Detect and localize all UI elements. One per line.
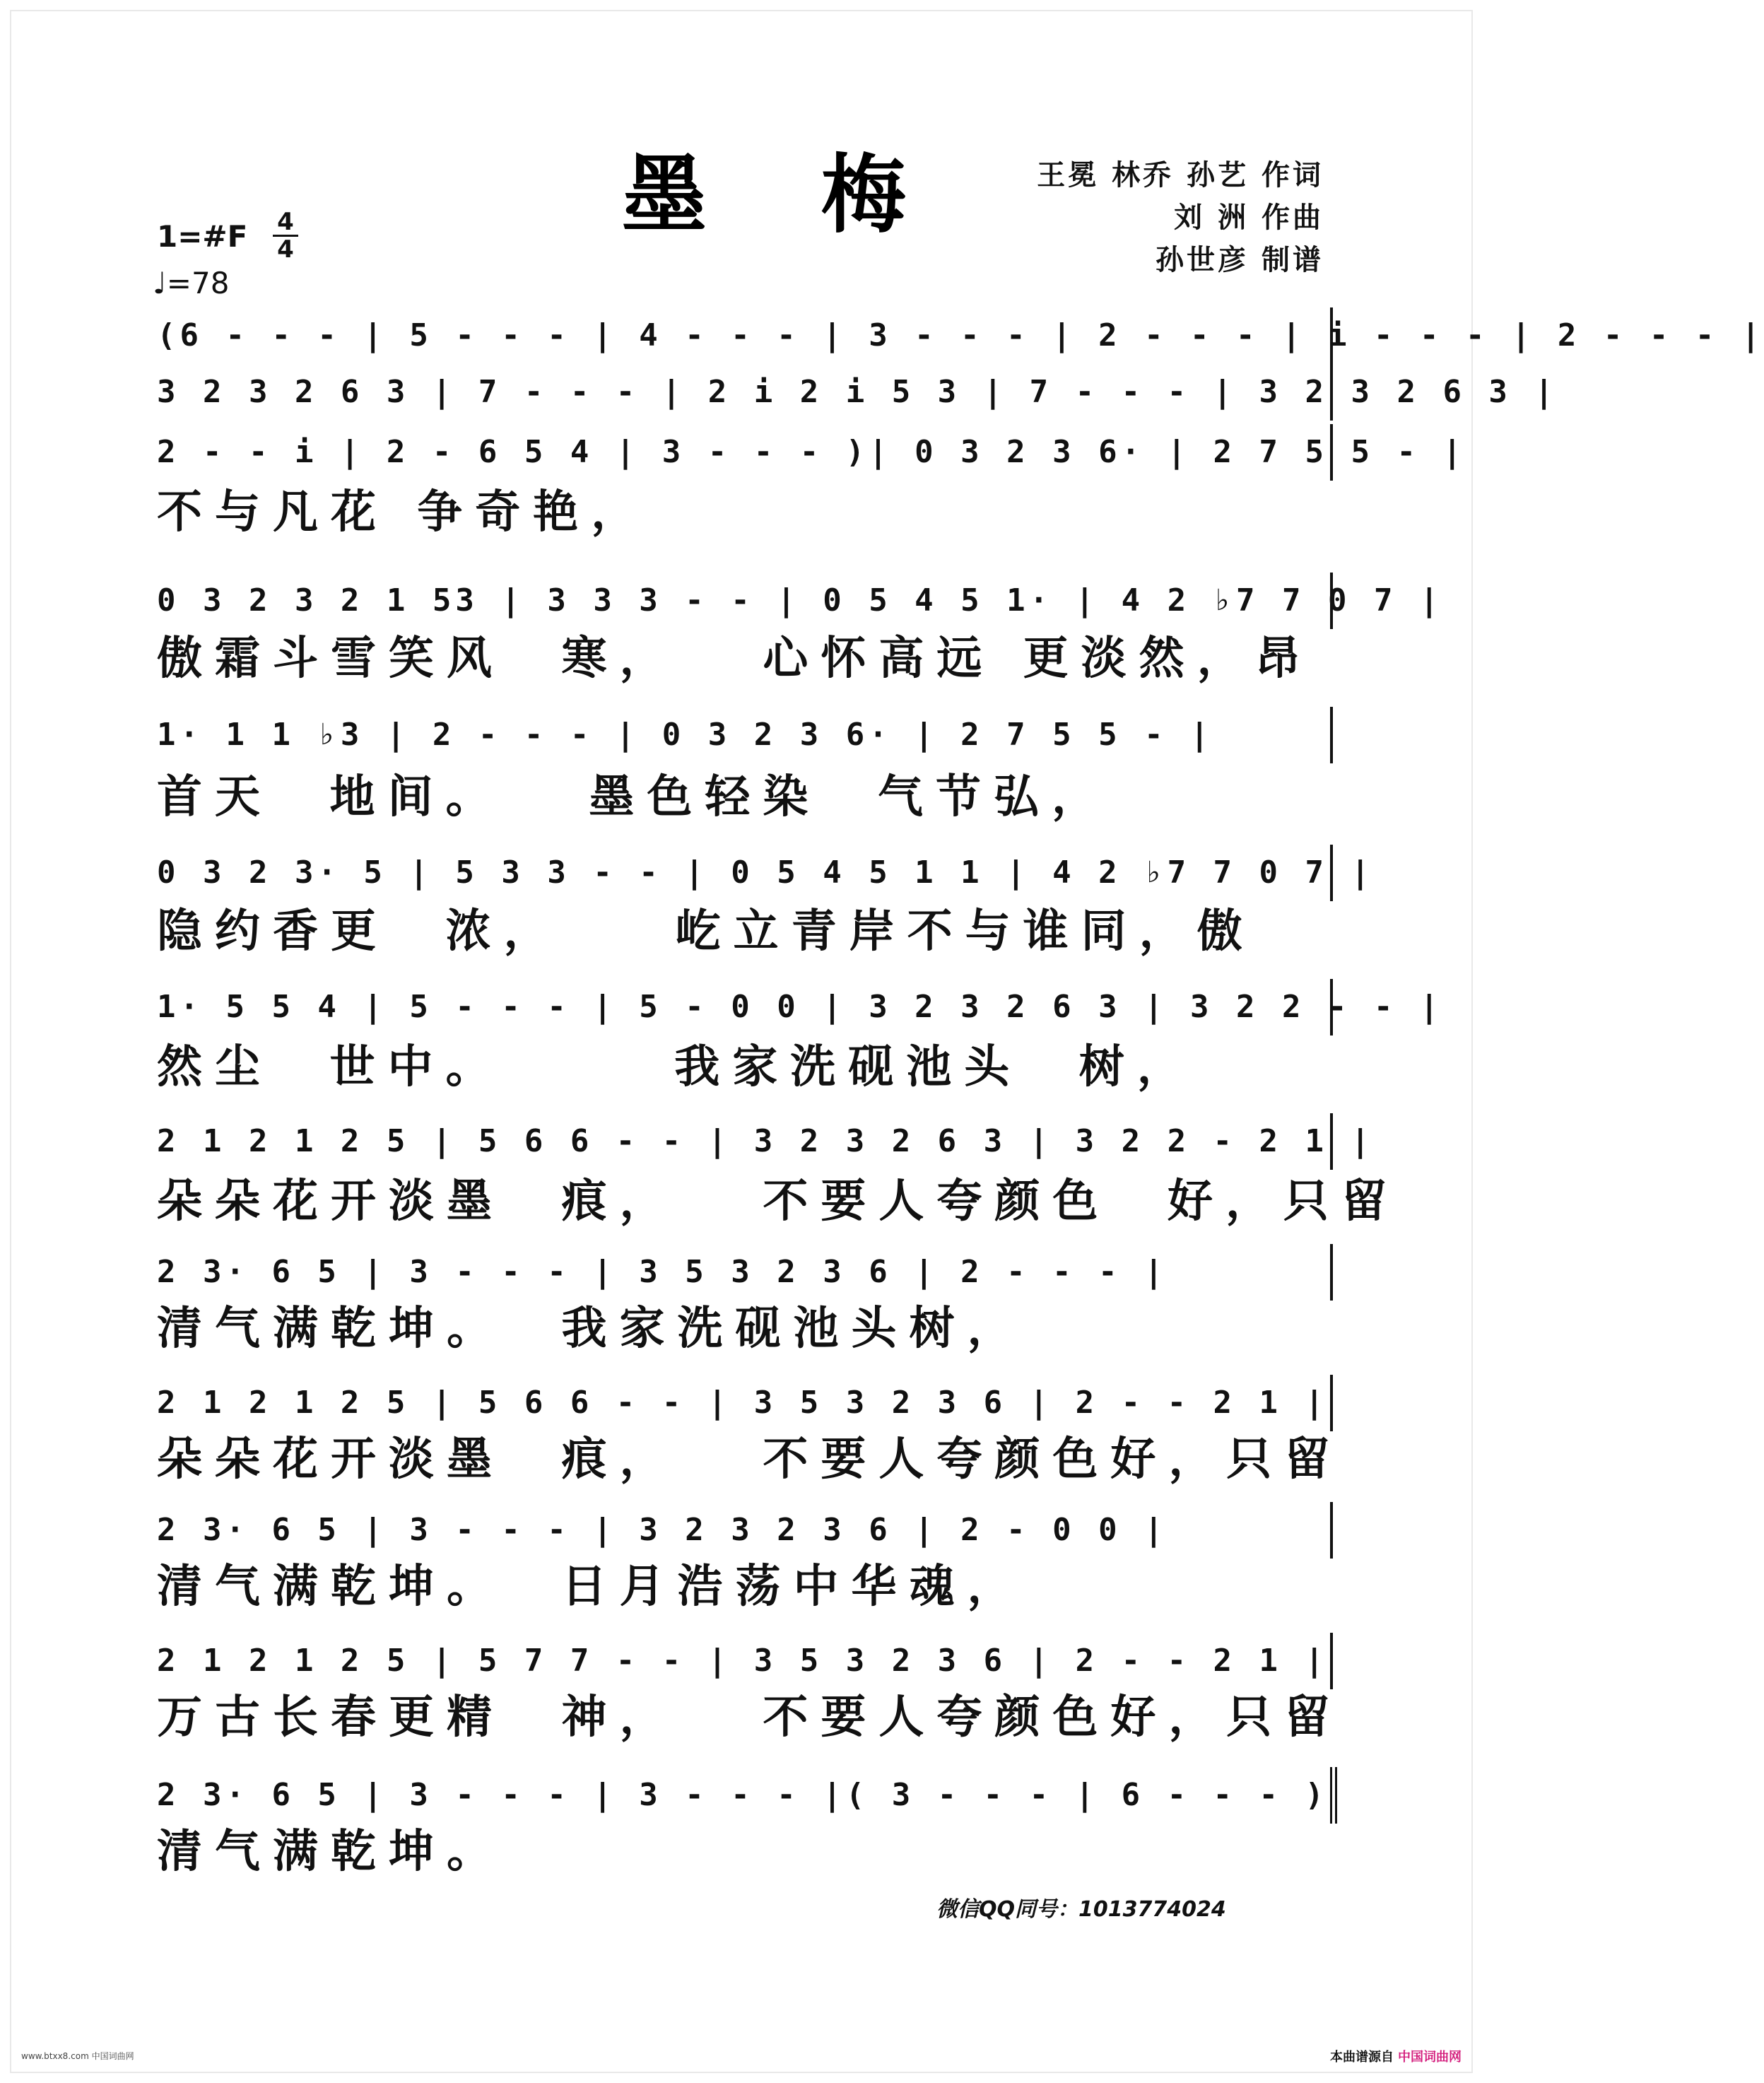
meter-top: 4 bbox=[277, 208, 294, 236]
lyrics-row: 然尘 世中。 我家洗砚池头 树， bbox=[157, 1040, 1195, 1093]
notation-row: 2 3· 6 5 | 3 - - - | 3 2 3 2 3 6 | 2 - 0 0 | bbox=[157, 1502, 1333, 1559]
lyrics-row: 傲霜斗雪笑风 寒， 心怀高远 更淡然，昂 bbox=[157, 632, 1313, 685]
footer-source-label: 本曲谱源自 bbox=[1330, 2050, 1394, 2065]
notation-row: 0 3 2 3· 5 | 5 3 3 - - | 0 5 4 5 1 1 | 4 2 ♭7 7 0 7 | bbox=[157, 845, 1333, 901]
lyrics-row: 朵朵花开淡墨 痕， 不要人夸颜色好，只留 bbox=[157, 1433, 1343, 1486]
footer-source-link[interactable]: 中国词曲网 bbox=[1398, 2050, 1462, 2065]
lyrics-row: 不与凡花 争奇艳， bbox=[157, 486, 649, 539]
footer-source bbox=[1330, 2047, 1462, 2065]
notation-row: 1· 5 5 4 | 5 - - - | 5 - 0 0 | 3 2 3 2 6 3 | 3 2 2 - - | bbox=[157, 979, 1333, 1035]
notation-row: (6 - - - | 5 - - - | 4 - - - | 3 - - - | 2 - - - | i - - - | 2 - - - | bbox=[157, 307, 1333, 364]
lyrics-row: 清气满乾坤。 我家洗砚池头树， bbox=[157, 1302, 1025, 1355]
lyrics-row: 万古长春更精 神， 不要人夸颜色好，只留 bbox=[157, 1691, 1343, 1744]
page-title: 墨 梅 bbox=[622, 145, 948, 245]
transcriber-credit: 孙世彦 制谱 bbox=[1156, 243, 1324, 276]
contact-info: 微信QQ同号：1013774024 bbox=[936, 1897, 1226, 1922]
notation-row: 1· 1 1 ♭3 | 2 - - - | 0 3 2 3 6· | 2 7 5 5 - | bbox=[157, 707, 1333, 763]
notation-row: 2 1 2 1 2 5 | 5 7 7 - - | 3 5 3 2 3 6 | 2 - - 2 1 | bbox=[157, 1633, 1333, 1689]
notation-row: 2 1 2 1 2 5 | 5 6 6 - - | 3 2 3 2 6 3 | 3 2 2 - 2 1 | bbox=[157, 1113, 1333, 1170]
credits bbox=[1037, 154, 1324, 281]
notation-row: 2 1 2 1 2 5 | 5 6 6 - - | 3 5 3 2 3 6 | 2 - - 2 1 | bbox=[157, 1375, 1333, 1431]
time-signature bbox=[271, 209, 300, 262]
notation-row-final: 2 3· 6 5 | 3 - - - | 3 - - - |( 3 - - - | 6 - - - ) bbox=[157, 1767, 1337, 1824]
footer-site-url: www.btxx8.com 中国词曲网 bbox=[21, 2051, 134, 2061]
meter-bottom: 4 bbox=[277, 235, 294, 264]
lyrics-row: 清气满乾坤。 日月浩荡中华魂， bbox=[157, 1560, 1025, 1613]
lyrics-row: 首天 地间。 墨色轻染 气节弘， bbox=[157, 770, 1110, 823]
lyrics-row: 朵朵花开淡墨 痕， 不要人夸颜色 好，只留 bbox=[157, 1175, 1399, 1228]
notation-row: 0 3 2 3 2 1 53 | 3 3 3 - - | 0 5 4 5 1· | 4 2 ♭7 7 0 7 | bbox=[157, 573, 1333, 629]
composer-credit: 刘 洲 作曲 bbox=[1174, 201, 1324, 234]
notation-row: 3 2 3 2 6 3 | 7 - - - | 2 i 2 i 5 3 | 7 - - - | 3 2 3 2 6 3 | bbox=[157, 364, 1333, 421]
notation-row: 2 - - i | 2 - 6 5 4 | 3 - - - )| 0 3 2 3 6· | 2 7 5 5 - | bbox=[157, 424, 1333, 481]
lyrics-row: 清气满乾坤。 bbox=[157, 1825, 505, 1878]
lyrics-row: 隐约香更 浓， 屹立青岸不与谁同，傲 bbox=[157, 905, 1255, 958]
notation-row: 2 3· 6 5 | 3 - - - | 3 5 3 2 3 6 | 2 - - - | bbox=[157, 1244, 1333, 1301]
lyricist-credit: 王冕 林乔 孙艺 作词 bbox=[1037, 158, 1324, 192]
tempo-marking: ♩=78 bbox=[153, 266, 230, 300]
key-signature: 1=#F bbox=[157, 219, 248, 254]
